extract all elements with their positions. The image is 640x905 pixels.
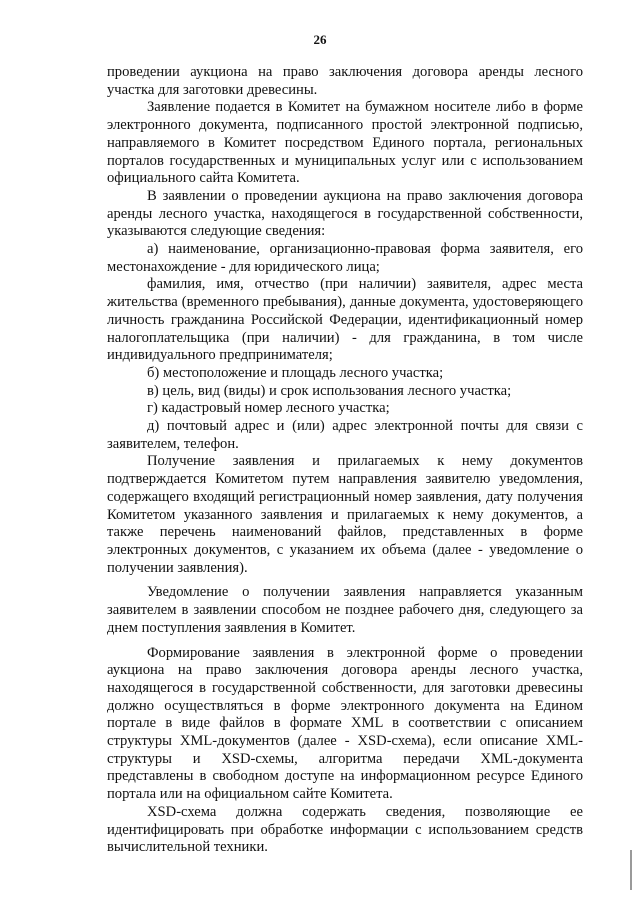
list-item-v: в) цель, вид (виды) и срок использования лесного участка; <box>147 382 512 399</box>
list-item-b: б) местоположение и площадь лесного участка; <box>147 364 444 381</box>
list-item-a-citizen: фамилия, имя, отчество (при наличии) заявителя, адрес места жительства (временного пребывания), данные документа, удостоверяющего личность гражданина Российской Федерации, идентификационный номер налогоплательщика (при наличии) - для гражданина, в том числе индивидуального предпринимателя; <box>107 276 583 364</box>
paragraph-application-contents-intro: В заявлении о проведении аукциона на право заключения договора аренды лесного участка, находящегося в государственной собственности, указываются следующие сведения: <box>107 187 583 240</box>
paragraph-continuation: проведении аукциона на право заключения договора аренды лесного участка для заготовки древесины. <box>107 64 583 98</box>
paragraph-xsd-schema: XSD-схема должна содержать сведения, позволяющие ее идентифицировать при обработке информации с использованием средств вычислительной техники. <box>107 803 583 856</box>
list-item-g: г) кадастровый номер лесного участка; <box>147 400 390 417</box>
paragraph-notification: Уведомление о получении заявления направляется указанным заявителем в заявлении способом не позднее рабочего дня, следующего за днем поступления заявления в Комитет. <box>107 584 583 636</box>
page-number: 26 <box>313 32 327 47</box>
paragraph-electronic-form: Формирование заявления в электронной форме о проведении аукциона на право заключения договора аренды лесного участка, находящегося в государственной собственности, для заготовки древесины должно осуществляться в форме электронного документа на Едином портале в виде файлов в формате XML в соответствии с описанием структуры XML-документов (далее - XSD-схема), если описание XML-структуры и XSD-схемы, алгоритма передачи XML-документа представлены в свободном доступе на информационном ресурсе Единого портала или на официальном сайте Комитета. <box>107 644 583 803</box>
paragraph-receipt-confirmation: Получение заявления и прилагаемых к нему документов подтверждается Комитетом путем направления заявителю уведомления, содержащего входящий регистрационный номер заявления, дату получения Комитетом указанного заявления и прилагаемых к нему документов, а также перечень наименований файлов, представленных в форме электронных документов, с указанием их объема (далее - уведомление о получении заявления). <box>107 453 583 576</box>
document-body <box>107 64 583 857</box>
list-item-d: д) почтовый адрес и (или) адрес электронной почты для связи с заявителем, телефон. <box>107 418 583 452</box>
list-item-a: а) наименование, организационно-правовая форма заявителя, его местонахождение - для юридического лица; <box>107 241 583 275</box>
scan-edge-mark <box>630 850 632 890</box>
paragraph-application-submission: Заявление подается в Комитет на бумажном носителе либо в форме электронного документа, подписанного простой электронной подписью, направляемого в Комитет посредством Единого портала, региональных порталов государственных и муниципальных услуг или с использованием официального сайта Комитета. <box>107 99 583 187</box>
